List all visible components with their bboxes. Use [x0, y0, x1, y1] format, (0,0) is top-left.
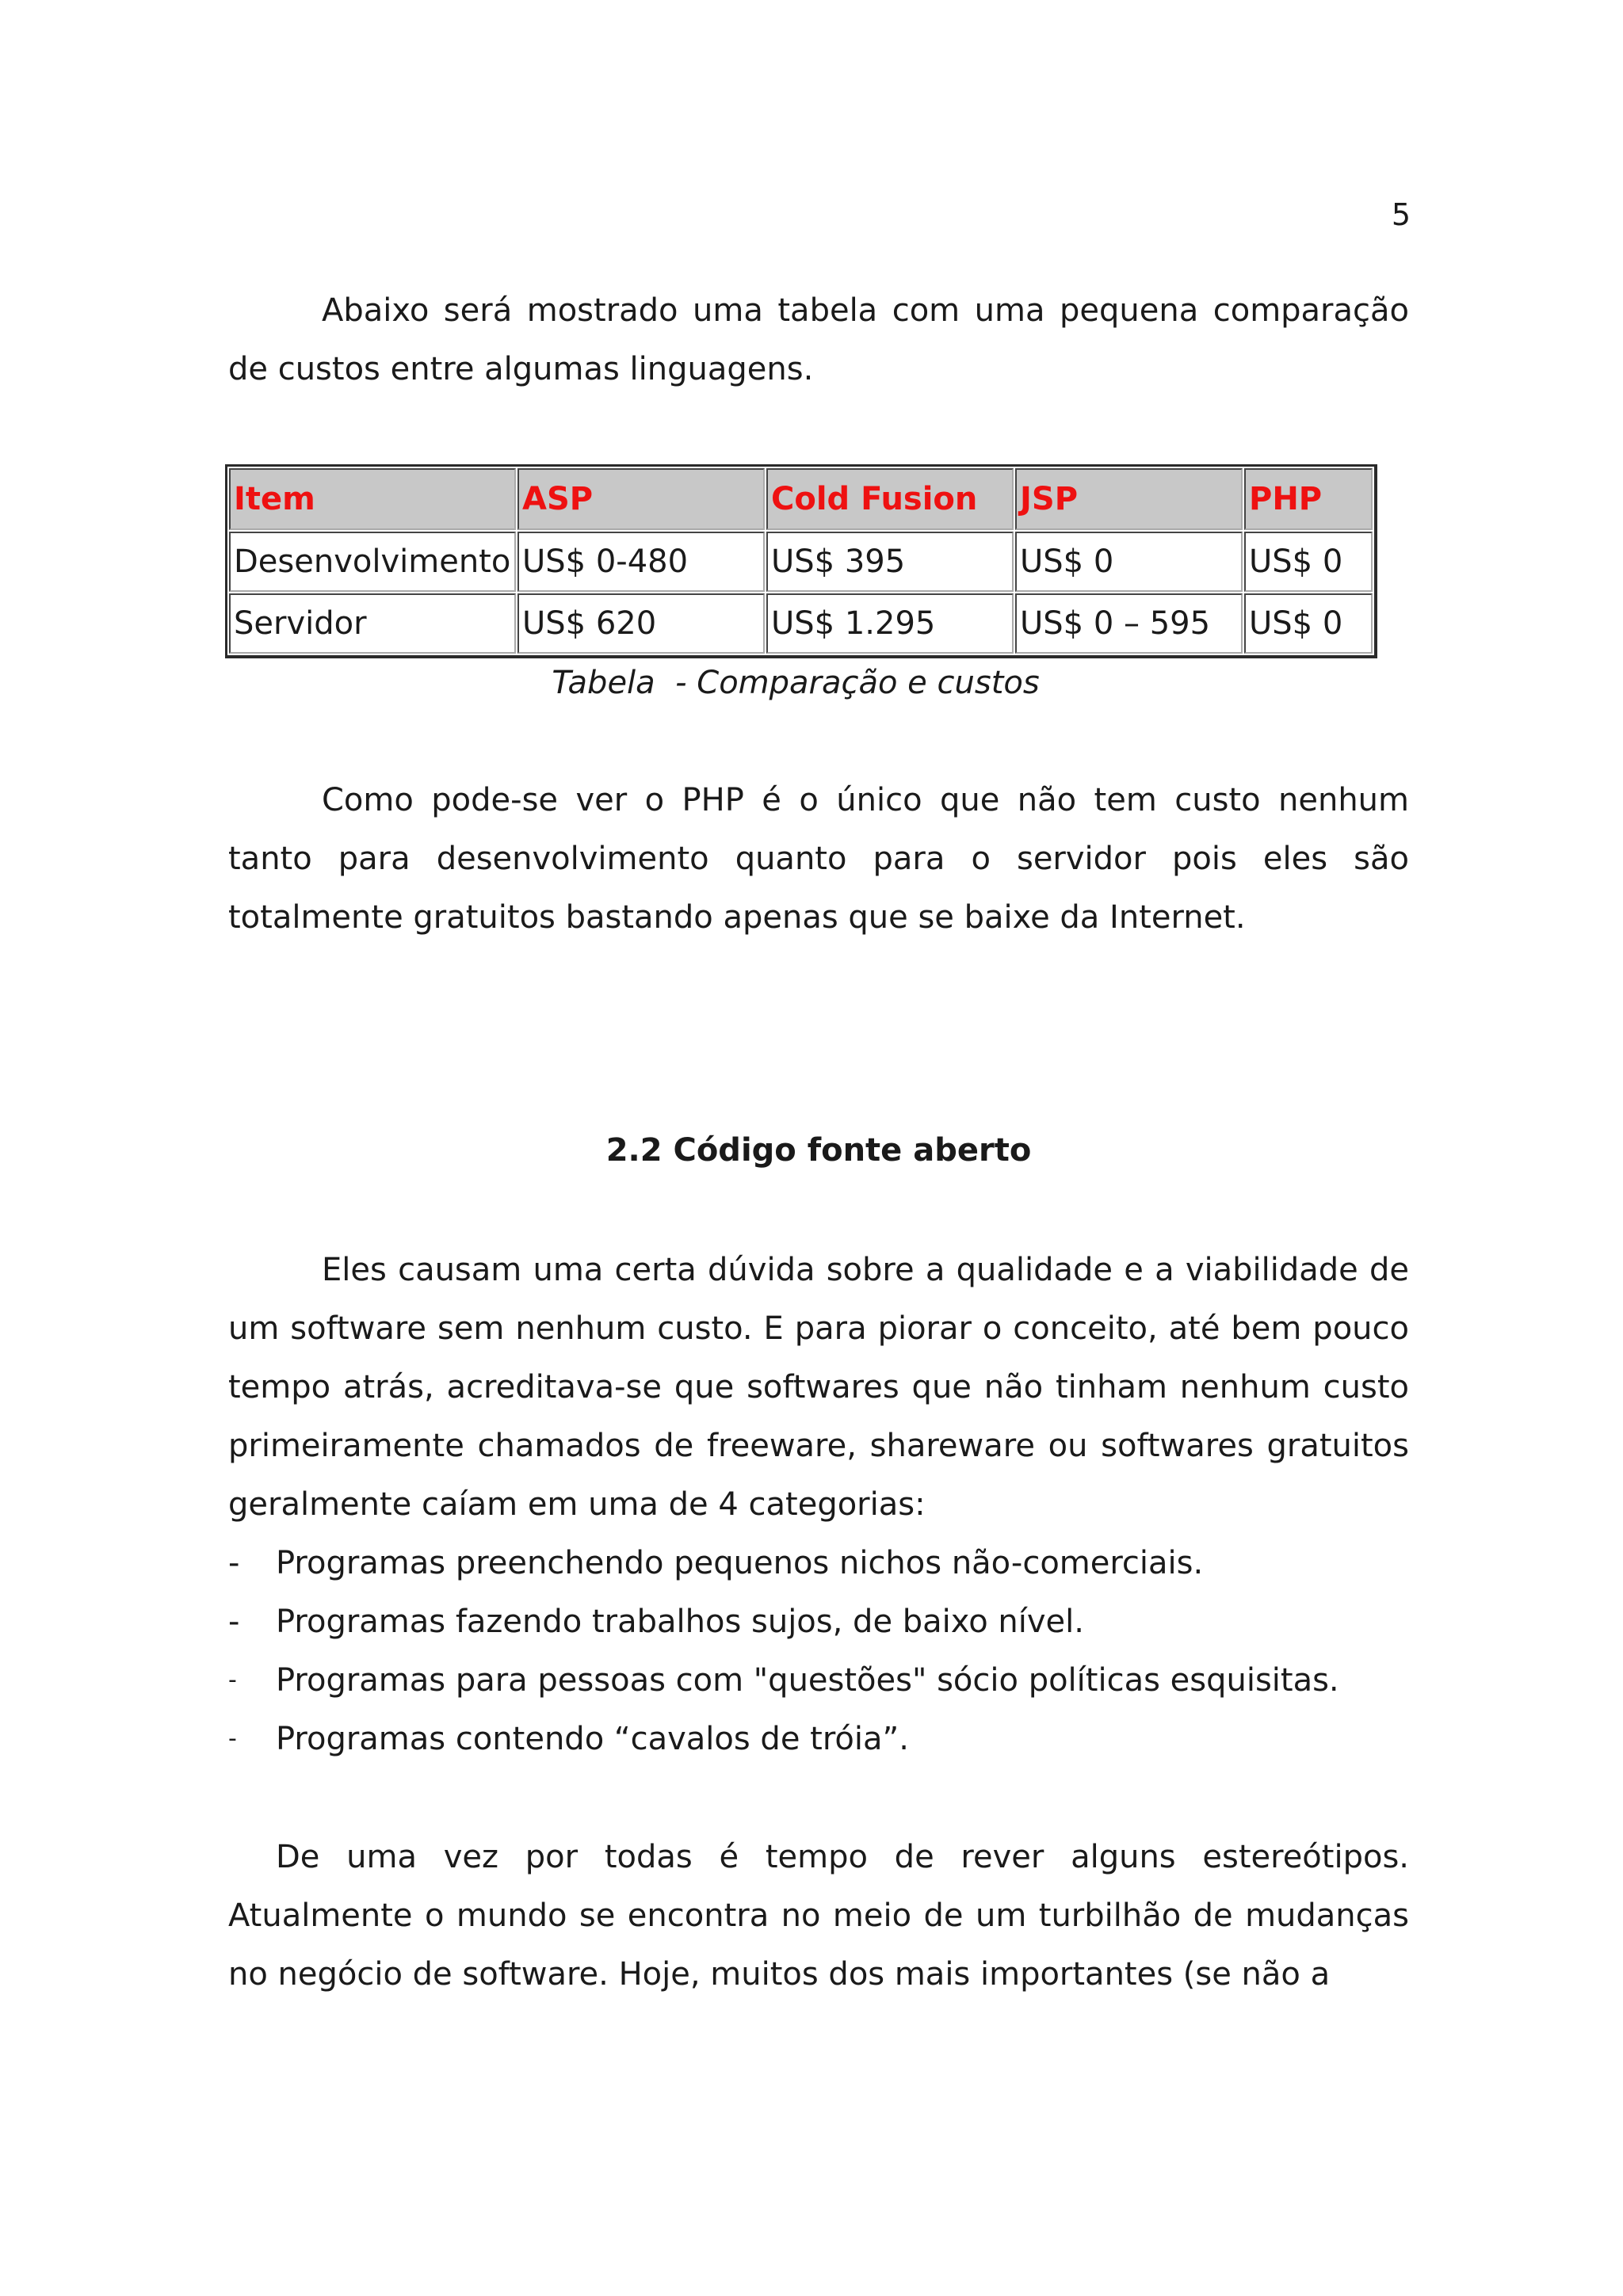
php-paragraph — [228, 771, 1409, 947]
list-item-text: Programas fazendo trabalhos sujos, de baixo nível. — [276, 1604, 1084, 1640]
table-header-cell: ASP — [517, 468, 765, 530]
stereotypes-paragraph-text: De uma vez por todas é tempo de rever alguns estereótipos. Atualmente o mundo se encontra no meio de um turbilhão de mudanças no negócio de software. Hoje, muitos dos mais importantes (se não a — [228, 1839, 1409, 1993]
page-number: 5 — [1391, 197, 1411, 232]
dash-bullet: - — [228, 1725, 237, 1753]
table-cell: US$ 0 — [1244, 593, 1373, 654]
table-header-row — [229, 468, 1373, 530]
dash-bullet: - — [228, 1666, 237, 1694]
intro-paragraph — [228, 281, 1409, 399]
table-cell: US$ 1.295 — [766, 593, 1014, 654]
table-cell: US$ 0 — [1244, 532, 1373, 592]
list-item — [228, 1651, 1409, 1710]
list-item — [228, 1534, 1409, 1592]
table-cell: US$ 620 — [517, 593, 765, 654]
list-item-text: Programas para pessoas com "questões" sócio políticas esquisitas. — [276, 1662, 1339, 1699]
section-heading: 2.2 Código fonte aberto — [605, 1132, 1032, 1169]
category-list — [228, 1534, 1409, 1768]
intro-paragraph-text: Abaixo será mostrado uma tabela com uma pequena comparação de custos entre algumas linguagens. — [228, 292, 1409, 387]
cost-comparison-table — [225, 464, 1377, 658]
php-paragraph-text: Como pode-se ver o PHP é o único que não tem custo nenhum tanto para desenvolvimento quanto para o servidor pois eles são totalmente gratuitos bastando apenas que se baixe da Internet. — [228, 782, 1409, 936]
table-header-cell: Cold Fusion — [766, 468, 1014, 530]
list-item-text: Programas preenchendo pequenos nichos não-comerciais. — [276, 1545, 1204, 1581]
dash-bullet: - — [228, 1604, 240, 1640]
list-item — [228, 1592, 1409, 1651]
table-caption: Tabela - Comparação e custos — [552, 665, 1040, 701]
table-header-cell: Item — [229, 468, 516, 530]
table-cell: US$ 0-480 — [517, 532, 765, 592]
dash-bullet: - — [228, 1545, 240, 1581]
table-cell: US$ 0 — [1015, 532, 1243, 592]
table-cell: Desenvolvimento — [229, 532, 516, 592]
table-cell: US$ 395 — [766, 532, 1014, 592]
doubt-paragraph-text: Eles causam uma certa dúvida sobre a qualidade e a viabilidade de um software sem nenhum custo. E para piorar o conceito, até bem pouco tempo atrás, acreditava-se que softwares que não tinham nenhum custo primeiramente chamados de freeware, shareware ou softwares gratuitos geralmente caíam em uma de 4 categorias: — [228, 1252, 1409, 1523]
doubt-paragraph — [228, 1241, 1409, 1534]
table-header-cell: PHP — [1244, 468, 1373, 530]
table-header-cell: JSP — [1015, 468, 1243, 530]
table-row — [229, 593, 1373, 654]
list-item-text: Programas contendo “cavalos de tróia”. — [276, 1721, 909, 1757]
list-item — [228, 1710, 1409, 1768]
stereotypes-paragraph — [228, 1828, 1409, 2004]
table-cell: US$ 0 – 595 — [1015, 593, 1243, 654]
table-cell: Servidor — [229, 593, 516, 654]
table-row — [229, 532, 1373, 592]
